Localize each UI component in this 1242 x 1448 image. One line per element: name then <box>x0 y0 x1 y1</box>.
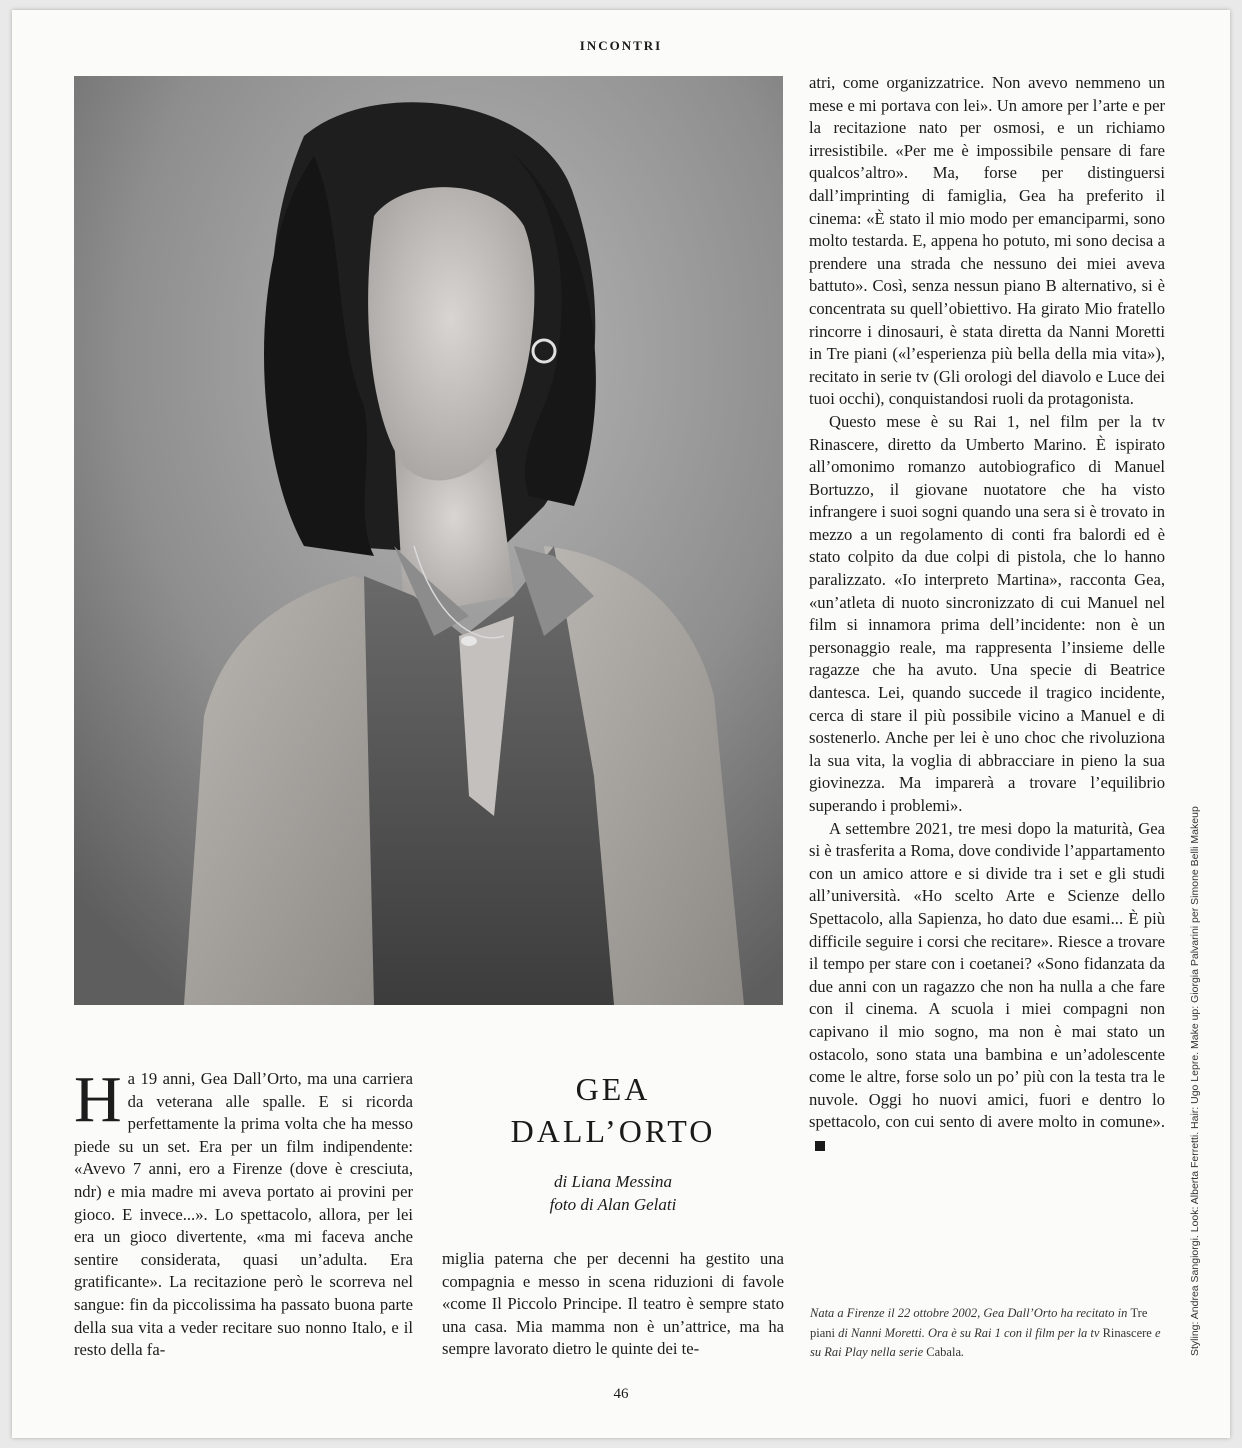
paragraph-text: A settembre 2021, tre mesi dopo la maturità, Gea si è trasferita a Roma, dove condivide l’appartamento con un amico attore e si divide tra i set e gli studi all’università. «Ho scelto Arte e Scienze dello Spettacolo, alla Sapienza, ho dato due esami... È più difficile seguire i corsi che recitare». Riesce a trovare il tempo per stare con i coetanei? «Sono fidanzata da due anni con un ragazzo che non ha nulla a che fare con il cinema. A scuola i miei compagni non capivano il mio sogno, ma non è mai stato un ostacolo, sono stata una bambina e un’adolescente come le altre, forse solo un po’ più con la testa tra le nuvole. Oggi ho nuovi amici, fuori e dentro lo spettacolo, con cui sento di avere molto in comune». <box>809 818 1165 1132</box>
end-of-article-mark <box>815 1141 825 1151</box>
article-title <box>442 1068 784 1152</box>
caption-title: Rinascere <box>1102 1325 1152 1340</box>
section-label: INCONTRI <box>579 38 663 53</box>
photo-caption <box>810 1304 1164 1363</box>
drop-cap: H <box>74 1063 122 1136</box>
styling-credits: Styling: Andrea Sangiorgi. Look: Alberta Ferretti. Hair: Ugo Lepre. Make up: Giorgia Palvarini per Simone Belli Makeup <box>1189 806 1201 1356</box>
paragraph: atri, come organizzatrice. Non avevo nemmeno un mese e mi portava con lei». Un amore per l’arte e per la recitazione nato per osmosi, e un richiamo irresistibile. «Per me è impossibile pensare di fare qualcos’altro». Ma, forse per distinguersi dall’imprinting di famiglia, Gea ha preferito il cinema: «È stato il mio modo per emanciparmi, sono molto testarda. E, appena ho potuto, mi sono decisa a prendere una strada che nessuno dei miei aveva battuto». Così, senza nessun piano B alternativo, si è concentrata su quell’obiettivo. Ha girato Mio fratello rincorre i dinosauri, è stata diretta da Nanni Moretti in Tre piani («l’esperienza più bella della mia vita»), recitato in serie tv (Gli orologi del diavolo e Luce dei tuoi occhi), conquistandosi ruoli da protagonista. <box>809 73 1165 409</box>
portrait-illustration <box>74 76 783 1005</box>
title-line-2: DALL’ORTO <box>510 1113 716 1149</box>
article-column-right <box>809 72 1165 1157</box>
opening-paragraph <box>74 1063 413 1362</box>
caption-text: di Nanni Moretti. Ora è su Rai 1 con il film per la tv <box>835 1325 1103 1340</box>
paragraph-text: a 19 anni, Gea Dall’Orto, ma una carriera da veterana alle spalle. E si ricorda perfettamente la prima volta che ha messo piede su un set. Era per un film indipendente: «Avevo 7 anni, ero a Firenze (dove è cresciuta, ndr) e mia madre mi aveva portato ai provini per gioco. E invece...». Lo spettacolo, allora, per lei era un gioco divertente, «ma mi faceva anche sentire considerata, quasi un’adulta. Era gratificante». La recitazione però le scorreva nel sangue: fin da piccolissima ha passato buona parte della sua vita a veder recitare suo nonno Italo, e il resto della fa- <box>74 1069 413 1360</box>
byline <box>442 1170 784 1216</box>
paragraph-last <box>809 818 1165 1157</box>
caption-text: e su Rai Play nella serie <box>810 1325 1161 1359</box>
page-number: 46 <box>613 1386 629 1402</box>
portrait-photo <box>74 76 783 1005</box>
paragraph: miglia paterna che per decenni ha gestito una compagnia e messo in scena riduzioni di favole «come Il Piccolo Principe. Il teatro è sempre stato una casa. Mia mamma non è un’attrice, ma ha sempre lavorato dietro le quinte dei te- <box>442 1249 784 1359</box>
caption-text: . <box>961 1345 965 1359</box>
photo-credit: foto di Alan Gelati <box>549 1195 677 1214</box>
caption-text: Nata a Firenze il 22 ottobre 2002, Gea Dall’Orto ha recitato in <box>810 1306 1131 1320</box>
caption-title: Cabala <box>926 1345 962 1359</box>
article-column-middle <box>442 1248 784 1361</box>
article-column-left <box>74 1063 413 1362</box>
magazine-page <box>12 10 1230 1438</box>
paragraph: Questo mese è su Rai 1, nel film per la tv Rinascere, diretto da Umberto Marino. È ispirato all’omonimo romanzo autobiografico di Manuel Bortuzzo, il giovane nuotatore che ha visto infrangere i suoi sogni quando una sera si è trovato in mezzo a un regolamento di conti fra balordi ed è stato colpito da due colpi di pistola, che lo hanno paralizzato. «Io interpreto Martina», racconta Gea, «un’atleta di nuoto sincronizzato di cui Manuel nel film si innamora prima dell’incidente: non è un personaggio reale, ma rappresenta l’insieme delle ragazze che ha avuto. Una specie di Beatrice dantesca. Lei, quando succede il tragico incidente, cerca di stare il più possibile vicino a Manuel e di sostenerlo. Anche per lei è uno choc che rivoluziona la sua vita, la voglia di abbracciare in pieno la sua giovinezza. Ma imparerà a trovare l’equilibrio superando i problemi». <box>809 411 1165 815</box>
title-line-1: GEA <box>575 1071 651 1107</box>
caption-title: Tre piani <box>810 1306 1148 1340</box>
author-credit: di Liana Messina <box>553 1172 673 1191</box>
